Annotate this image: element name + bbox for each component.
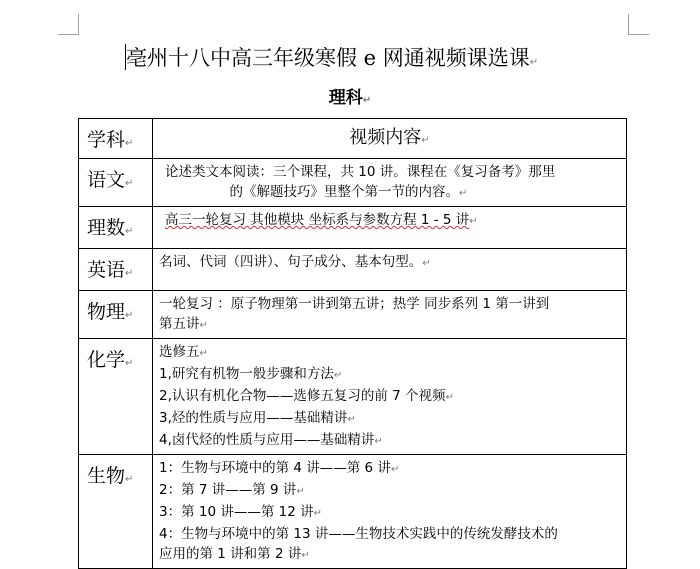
paragraph-mark: ↵ xyxy=(199,320,208,331)
content-line: 名词、代词（四讲）、句子成分、基本句型。 xyxy=(159,254,423,270)
table-cell[interactable] xyxy=(153,339,627,455)
table-cell[interactable] xyxy=(153,159,627,207)
table-cell[interactable] xyxy=(153,119,627,159)
content-line: 2,认识有机化合物——选修五复习的前 7 个视频 xyxy=(159,388,446,404)
table-row xyxy=(79,249,627,291)
table-row xyxy=(79,291,627,339)
content-line: 论述类文本阅读：三个课程，共 10 讲。课程在《复习备考》那里 xyxy=(165,164,556,180)
content-line: 选修五 xyxy=(159,344,200,360)
table-cell[interactable] xyxy=(79,339,153,455)
page-corner-mark-top-right xyxy=(628,14,649,35)
paragraph-mark: ↵ xyxy=(529,57,539,68)
subject-label: 语文 xyxy=(87,169,126,191)
document-subtitle[interactable] xyxy=(0,86,700,113)
content-line: 3：第 10 讲——第 12 讲 xyxy=(159,504,314,520)
paragraph-mark: ↵ xyxy=(313,508,323,519)
paragraph-mark: ↵ xyxy=(125,474,134,485)
paragraph-mark: ↵ xyxy=(199,348,208,359)
table-row xyxy=(79,455,627,569)
table-cell[interactable] xyxy=(153,455,627,569)
table-cell[interactable] xyxy=(79,207,153,249)
content-line: 应用的第 1 讲和第 2 讲 xyxy=(159,546,302,562)
paragraph-mark: ↵ xyxy=(421,135,430,146)
content-line: 的《解题技巧》里整个第一节的内容。 xyxy=(229,184,460,200)
content-line: 4：生物与环境中的第 13 讲——生物技术实践中的传统发酵技术的 xyxy=(159,526,558,542)
table-cell[interactable] xyxy=(153,291,627,339)
paragraph-mark: ↵ xyxy=(333,370,343,381)
table-row xyxy=(79,207,627,249)
paragraph-mark: ↵ xyxy=(125,358,134,369)
course-table xyxy=(78,118,627,569)
table-header-row xyxy=(79,119,627,159)
content-line: 第五讲 xyxy=(159,316,200,332)
paragraph-mark: ↵ xyxy=(445,392,454,403)
subject-label: 理数 xyxy=(87,217,126,239)
subject-label: 化学 xyxy=(87,349,126,371)
table-cell[interactable] xyxy=(153,207,627,249)
content-line: 2：第 7 讲——第 9 讲 xyxy=(159,482,297,498)
table-cell[interactable] xyxy=(79,291,153,339)
paragraph-mark: ↵ xyxy=(125,268,134,279)
document-title[interactable] xyxy=(126,44,606,77)
page-corner-mark-top-left xyxy=(58,14,79,35)
paragraph-mark: ↵ xyxy=(125,226,134,237)
content-line: 1：生物与环境中的第 4 讲——第 6 讲 xyxy=(159,460,391,476)
paragraph-mark: ↵ xyxy=(390,464,400,475)
table-cell[interactable] xyxy=(153,249,627,291)
document-subtitle-text: 理科 xyxy=(328,88,363,108)
table-cell[interactable] xyxy=(79,249,153,291)
document-title-text: 亳州十八中高三年级寒假 e 网通视频课选课 xyxy=(126,46,530,70)
subject-label: 英语 xyxy=(87,259,126,281)
paragraph-mark: ↵ xyxy=(125,178,134,189)
table-cell[interactable] xyxy=(79,119,153,159)
content-line: 高三一轮复习 其他模块 坐标系与参数方程 1 - 5 讲 xyxy=(165,212,470,228)
content-line: 4,卤代烃的性质与应用——基础精讲 xyxy=(159,432,375,448)
paragraph-mark: ↵ xyxy=(422,258,431,269)
paragraph-mark: ↵ xyxy=(459,188,468,199)
paragraph-mark: ↵ xyxy=(125,310,134,321)
paragraph-mark: ↵ xyxy=(469,216,478,227)
content-line: 1,研究有机物一般步骤和方法 xyxy=(159,366,334,382)
header-subject: 学科 xyxy=(87,129,126,151)
table-row xyxy=(79,339,627,455)
table-cell[interactable] xyxy=(79,159,153,207)
table-row xyxy=(79,159,627,207)
content-line: 3,烃的性质与应用——基础精讲 xyxy=(159,410,348,426)
paragraph-mark: ↵ xyxy=(296,486,305,497)
paragraph-mark: ↵ xyxy=(301,550,310,561)
paragraph-mark: ↵ xyxy=(347,414,356,425)
paragraph-mark: ↵ xyxy=(362,95,372,106)
subject-label: 生物 xyxy=(87,465,126,487)
header-content: 视频内容 xyxy=(349,127,422,148)
paragraph-mark: ↵ xyxy=(125,138,134,149)
subject-label: 物理 xyxy=(87,301,126,323)
table-cell[interactable] xyxy=(79,455,153,569)
paragraph-mark: ↵ xyxy=(374,436,383,447)
content-line: 一轮复习 ：原子物理第一讲到第五讲；热学 同步系列 1 第一讲到 xyxy=(159,296,550,312)
